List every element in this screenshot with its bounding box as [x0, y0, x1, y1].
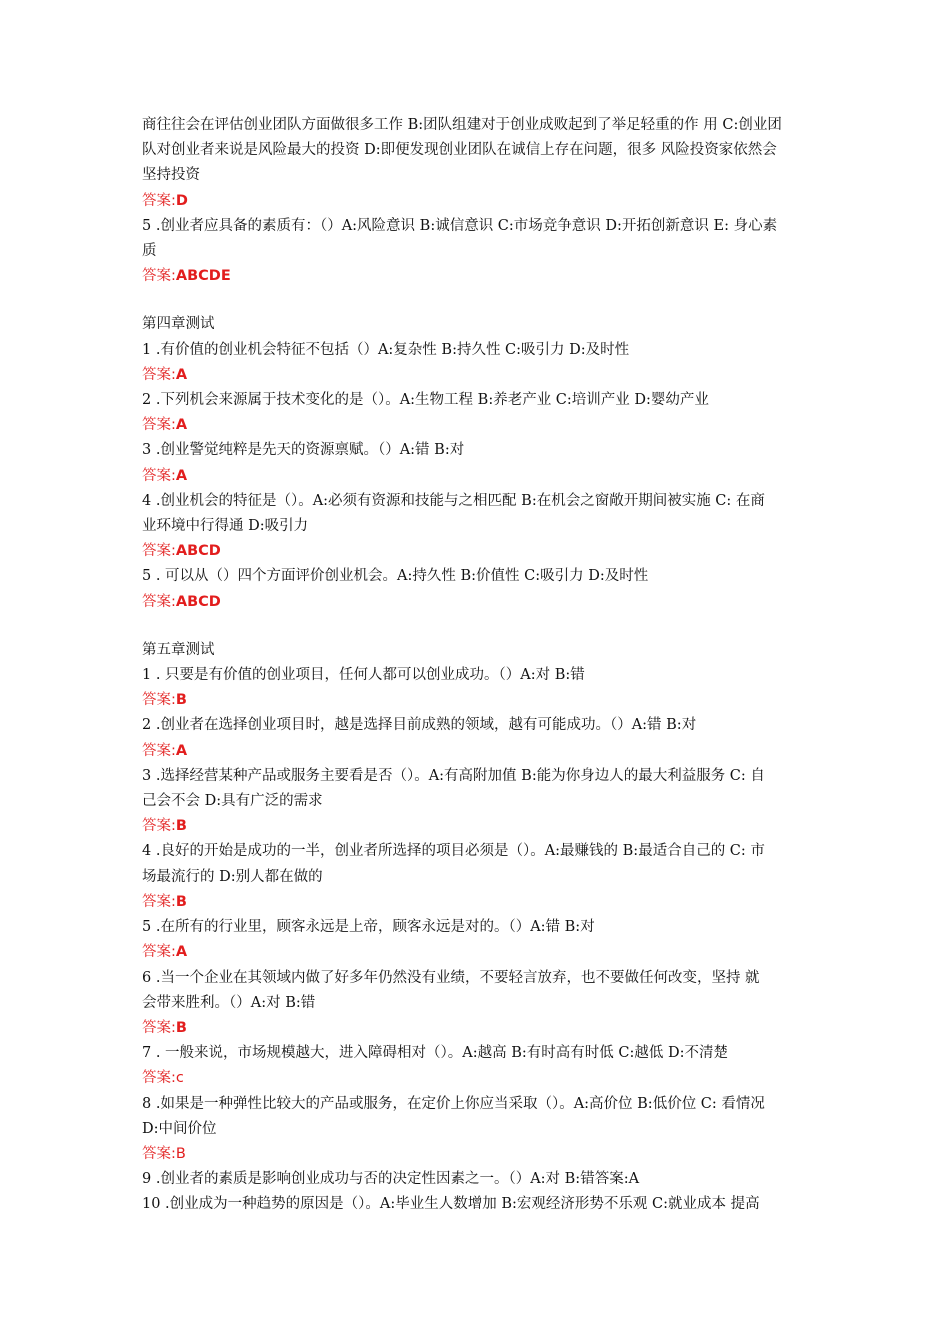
answer-line — [142, 464, 832, 489]
question-text-line: 7 . 一般来说，市场规模越大，进入障碍相对（）。A:越高 B:有时高有时低 C:越低 D:不清楚 — [142, 1045, 729, 1062]
question-text-line: 3 .创业警觉纯粹是先天的资源禀赋。（）A:错 B:对 — [142, 442, 465, 459]
question-text-line: 10 .创业成为一种趋势的原因是（）。A:毕业生人数增加 B:宏观经济形势不乐观 C:就业成本 提高 — [142, 1196, 760, 1213]
question-text-line: 商往往会在评估创业团队方面做很多工作 B:团队组建对于创业成败起到了举足轻重的作 用 C:创业团 — [142, 117, 782, 133]
answer-line — [142, 264, 832, 289]
question-text-line: 业环境中行得通 D:吸引力 — [142, 518, 309, 535]
answer-line — [142, 1066, 832, 1091]
question-text-line: 会带来胜利。（）A:对 B:错 — [142, 994, 316, 1011]
answer-label: 答案: — [142, 818, 176, 835]
question-text-line: 6 .当一个企业在其领域内做了好多年仍然没有业绩，不要轻言放弃，也不要做任何改变，坚持 就 — [142, 969, 760, 986]
question-text-line: 4 .创业机会的特征是（）。A:必须有资源和技能与之相匹配 B:在机会之窗敞开期间被实施 C: 在商 — [142, 492, 765, 509]
question-text-line: D:中间价位 — [142, 1120, 217, 1137]
answer-label: 答案: — [142, 366, 176, 383]
question-item — [142, 1041, 832, 1091]
answer-value: c — [175, 1070, 184, 1087]
answer-label: 答案: — [142, 467, 176, 484]
answer-value: B — [175, 1019, 187, 1036]
answer-label: 答案: — [142, 192, 176, 209]
answer-line — [142, 739, 832, 764]
question-item — [142, 214, 832, 290]
question-item — [142, 489, 832, 565]
answer-line — [142, 590, 832, 615]
answer-value: ABCDE — [175, 268, 231, 285]
document-page — [142, 113, 832, 1218]
question-text-line: 质 — [142, 243, 157, 260]
answer-value: A — [175, 467, 188, 484]
answer-line — [142, 890, 832, 915]
answer-label: 答案: — [142, 1019, 176, 1036]
answer-line — [142, 1016, 832, 1041]
answer-label: 答案: — [142, 692, 176, 709]
answer-line — [142, 539, 832, 564]
question-text-line: 9 .创业者的素质是影响创业成功与否的决定性因素之一。（）A:对 B:错答案:A — [142, 1171, 640, 1188]
answer-value: ABCD — [175, 543, 221, 560]
question-text-line: 3 .选择经营某种产品或服务主要看是否（）。A:有高附加值 B:能为你身边人的最大利益服务 C: 自 — [142, 767, 765, 784]
answer-line — [142, 1142, 832, 1167]
answer-label: 答案: — [142, 893, 176, 910]
question-item — [142, 915, 832, 965]
question-item — [142, 388, 832, 438]
answer-label: 答案: — [142, 1070, 176, 1087]
question-text-line: 5 .在所有的行业里，顾客永远是上帝，顾客永远是对的。（）A:错 B:对 — [142, 919, 595, 936]
question-text-line: 8 .如果是一种弹性比较大的产品或服务，在定价上你应当采取（）。A:高价位 B:低价位 C: 看情况 — [142, 1095, 765, 1112]
answer-label: 答案: — [142, 944, 176, 961]
answer-label: 答案: — [142, 1145, 176, 1162]
answer-value: A — [175, 742, 188, 759]
question-item — [142, 764, 832, 840]
question-text-line: 4 .良好的开始是成功的一半，创业者所选择的项目必须是（）。A:最赚钱的 B:最适合自己的 C: 市 — [142, 843, 765, 860]
question-text-line: 坚持投资 — [142, 167, 200, 184]
question-item — [142, 1092, 832, 1168]
question-text-line: 2 .创业者在选择创业项目时，越是选择目前成熟的领域，越有可能成功。（）A:错 B:对 — [142, 717, 697, 734]
chapter-heading: 第四章测试 — [142, 316, 215, 333]
answer-value: A — [175, 366, 188, 383]
answer-value: B — [175, 692, 187, 709]
chapter-heading: 第五章测试 — [142, 641, 215, 658]
question-continuation — [142, 113, 832, 214]
answer-line — [142, 189, 832, 214]
question-item — [142, 438, 832, 488]
answer-line — [142, 940, 832, 965]
answer-value: B — [175, 893, 187, 910]
answer-line — [142, 814, 832, 839]
question-text-line: 5 .创业者应具备的素质有：（）A:风险意识 B:诚信意识 C:市场竞争意识 D:开拓创新意识 E: 身心素 — [142, 217, 778, 234]
question-item — [142, 663, 832, 713]
question-item — [142, 839, 832, 915]
question-text-line: 1 .有价值的创业机会特征不包括（）A:复杂性 B:持久性 C:吸引力 D:及时性 — [142, 341, 630, 358]
question-item — [142, 966, 832, 1042]
question-text-line: 场最流行的 D:别人都在做的 — [142, 868, 323, 885]
question-text-line: 2 .下列机会来源属于技术变化的是（）。A:生物工程 B:养老产业 C:培训产业 D:婴幼产业 — [142, 392, 709, 409]
question-item — [142, 564, 832, 614]
question-text-line: 1 . 只要是有价值的创业项目，任何人都可以创业成功。（）A:对 B:错 — [142, 667, 585, 684]
question-text-line: 己会不会 D:具有广泛的需求 — [142, 793, 323, 810]
answer-value: ABCD — [175, 593, 221, 610]
answer-value: D — [175, 192, 188, 209]
answer-value: B — [175, 818, 187, 835]
question-item — [142, 338, 832, 388]
answer-label: 答案: — [142, 417, 176, 434]
question-text-line: 队对创业者来说是风险最大的投资 D:即便发现创业团队在诚信上存在问题，很多 风险投资家依然会 — [142, 142, 777, 159]
answer-label: 答案: — [142, 742, 176, 759]
answer-value: A — [175, 417, 188, 434]
answer-label: 答案: — [142, 543, 176, 560]
answer-line — [142, 413, 832, 438]
answer-line — [142, 688, 832, 713]
answer-line — [142, 363, 832, 388]
answer-value: B — [175, 1145, 186, 1162]
answer-label: 答案: — [142, 268, 176, 285]
answer-label: 答案: — [142, 593, 176, 610]
question-text-line: 5 . 可以从（）四个方面评价创业机会。A:持久性 B:价值性 C:吸引力 D:及时性 — [142, 568, 649, 585]
question-item — [142, 713, 832, 763]
answer-value: A — [175, 944, 188, 961]
